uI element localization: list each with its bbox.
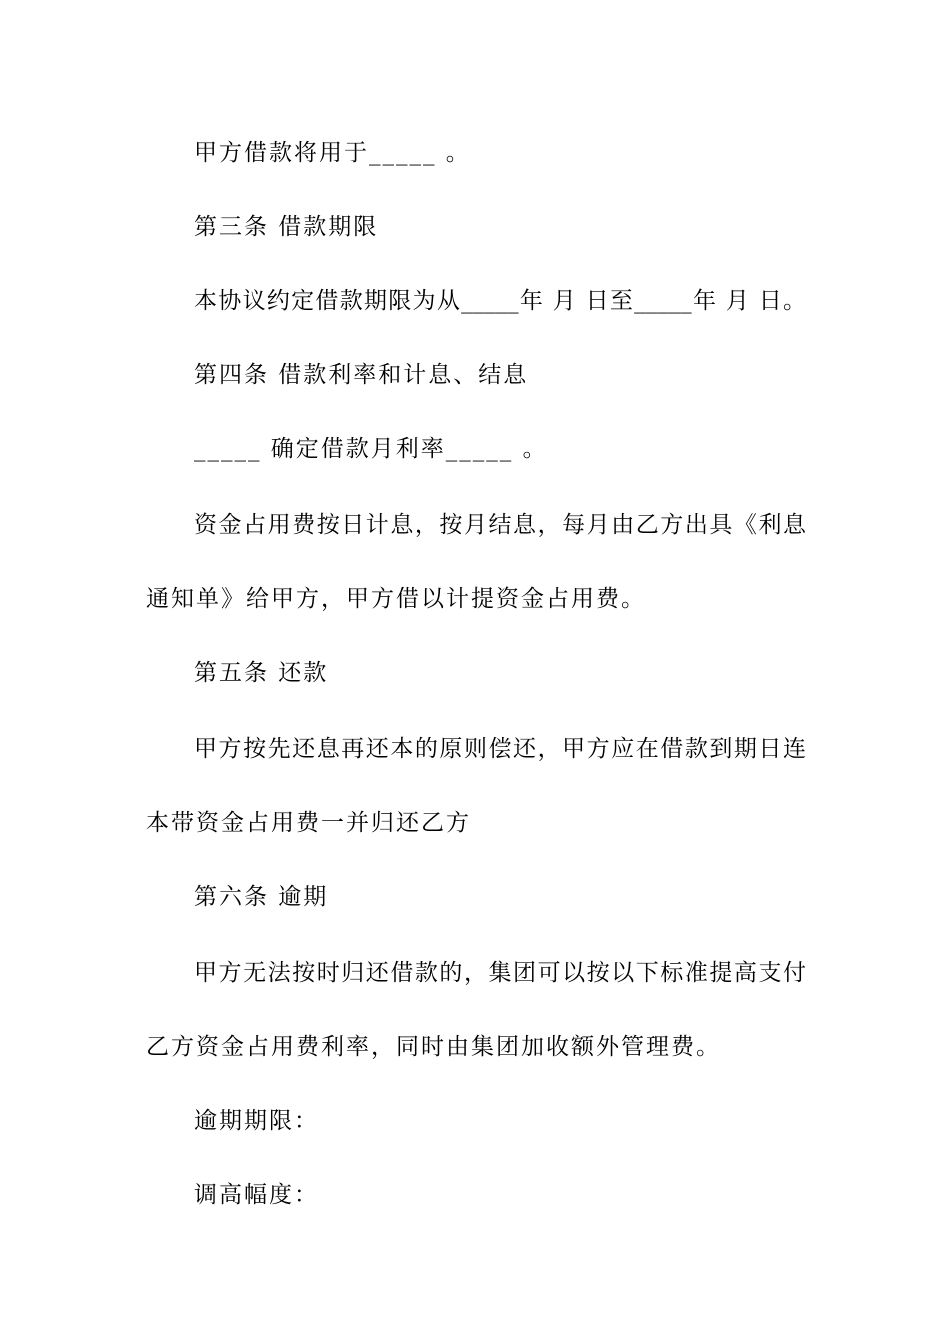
heading-article-5: 第五条 还款 [194, 660, 329, 686]
paragraph-overdue-line2: 乙方资金占用费利率，同时由集团加收额外管理费。 [146, 1034, 721, 1060]
label-rate-increase: 调高幅度： [194, 1182, 319, 1208]
heading-article-6: 第六条 逾期 [194, 884, 329, 910]
paragraph-loan-purpose: 甲方借款将用于_____ 。 [194, 140, 471, 166]
label-overdue-period: 逾期期限： [194, 1108, 319, 1134]
paragraph-repayment-line1: 甲方按先还息再还本的原则偿还，甲方应在借款到期日连 [194, 736, 806, 762]
heading-article-4: 第四条 借款利率和计息、结息 [194, 362, 529, 388]
paragraph-interest-calc-line1: 资金占用费按日计息，按月结息，每月由乙方出具《利息 [194, 512, 806, 538]
heading-article-3: 第三条 借款期限 [194, 214, 379, 240]
paragraph-interest-calc-line2: 通知单》给甲方，甲方借以计提资金占用费。 [146, 586, 646, 612]
paragraph-loan-term: 本协议约定借款期限为从_____年 月 日至_____年 月 日。 [194, 288, 806, 314]
paragraph-repayment-line2: 本带资金占用费一并归还乙方 [146, 810, 471, 836]
paragraph-overdue-line1: 甲方无法按时归还借款的，集团可以按以下标准提高支付 [194, 960, 806, 986]
paragraph-interest-rate: _____ 确定借款月利率_____ 。 [194, 436, 548, 462]
